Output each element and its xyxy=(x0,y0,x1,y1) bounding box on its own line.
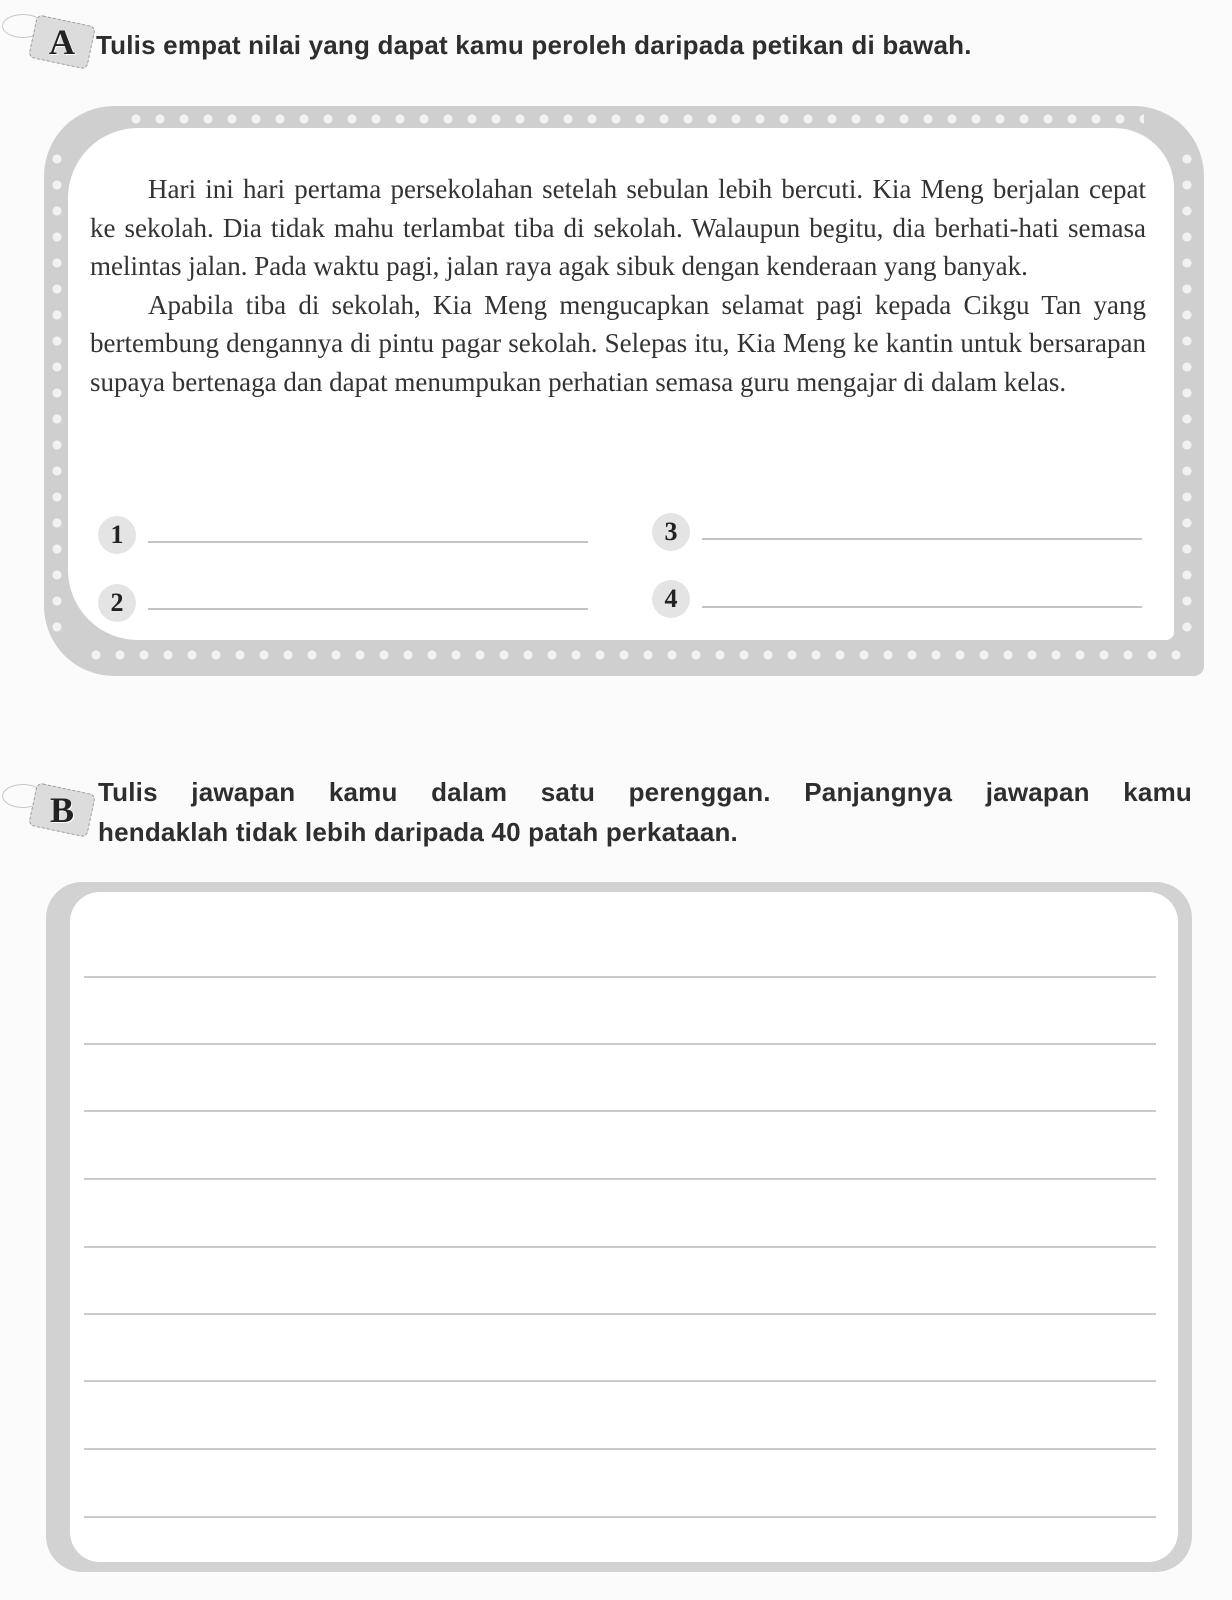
passage-paragraph-1: Hari ini hari pertama persekolahan setelah sebulan lebih bercuti. Kia Meng berjalan cepat ke sekolah. Dia tidak mahu terlambat tiba di sekolah. Walaupun begitu, dia berhati-hati semasa melintas jalan. Pada waktu pagi, jalan raya agak sibuk dengan kenderaan yang banyak. xyxy=(90,174,1146,281)
writing-line-8[interactable] xyxy=(84,1448,1156,1450)
section-b-label: B xyxy=(49,789,75,830)
writing-line-6[interactable] xyxy=(84,1313,1156,1315)
answer-number-3: 3 xyxy=(652,513,690,551)
section-b-badge xyxy=(28,782,96,838)
writing-line-5[interactable] xyxy=(84,1246,1156,1248)
answer-panel xyxy=(70,892,1178,1562)
frame-dots-left xyxy=(50,146,64,636)
section-a-label: A xyxy=(49,22,75,62)
passage-paragraph-2: Apabila tiba di sekolah, Kia Meng mengucapkan selamat pagi kepada Cikgu Tan yang bertembung dengannya di pintu pagar sekolah. Selepas itu, Kia Meng ke kantin untuk bersarapan supaya bertenaga dan dapat menumpukan perhatian semasa guru mengajar di dalam kelas. xyxy=(90,289,1146,397)
answer-number-1: 1 xyxy=(98,516,136,554)
answer-number-2: 2 xyxy=(98,584,136,622)
writing-line-4[interactable] xyxy=(84,1178,1156,1180)
writing-line-1[interactable] xyxy=(84,976,1156,978)
section-a-badge xyxy=(28,14,96,70)
writing-line-7[interactable] xyxy=(84,1380,1156,1382)
writing-line-9[interactable] xyxy=(84,1516,1156,1518)
frame-dots-top xyxy=(124,112,1144,126)
passage-text xyxy=(90,170,1146,401)
section-b-instruction-line-1: Tulis jawapan kamu dalam satu perenggan. Panjangnya jawapan kamu xyxy=(98,777,1192,807)
section-a-instruction: Tulis empat nilai yang dapat kamu peroleh daripada petikan di bawah. xyxy=(96,30,972,60)
section-b-instruction-line-2: hendaklah tidak lebih daripada 40 patah perkataan. xyxy=(98,817,738,847)
answer-number-4: 4 xyxy=(652,580,690,618)
writing-line-3[interactable] xyxy=(84,1110,1156,1112)
frame-dots-right xyxy=(1180,146,1194,636)
answer-line-1[interactable] xyxy=(148,541,588,543)
answer-frame xyxy=(46,882,1192,1572)
answer-line-3[interactable] xyxy=(702,538,1142,540)
section-b-instruction xyxy=(98,772,1192,852)
answer-line-2[interactable] xyxy=(148,608,588,610)
frame-dots-bottom xyxy=(84,648,1184,662)
answer-line-4[interactable] xyxy=(702,606,1142,608)
writing-line-2[interactable] xyxy=(84,1043,1156,1045)
